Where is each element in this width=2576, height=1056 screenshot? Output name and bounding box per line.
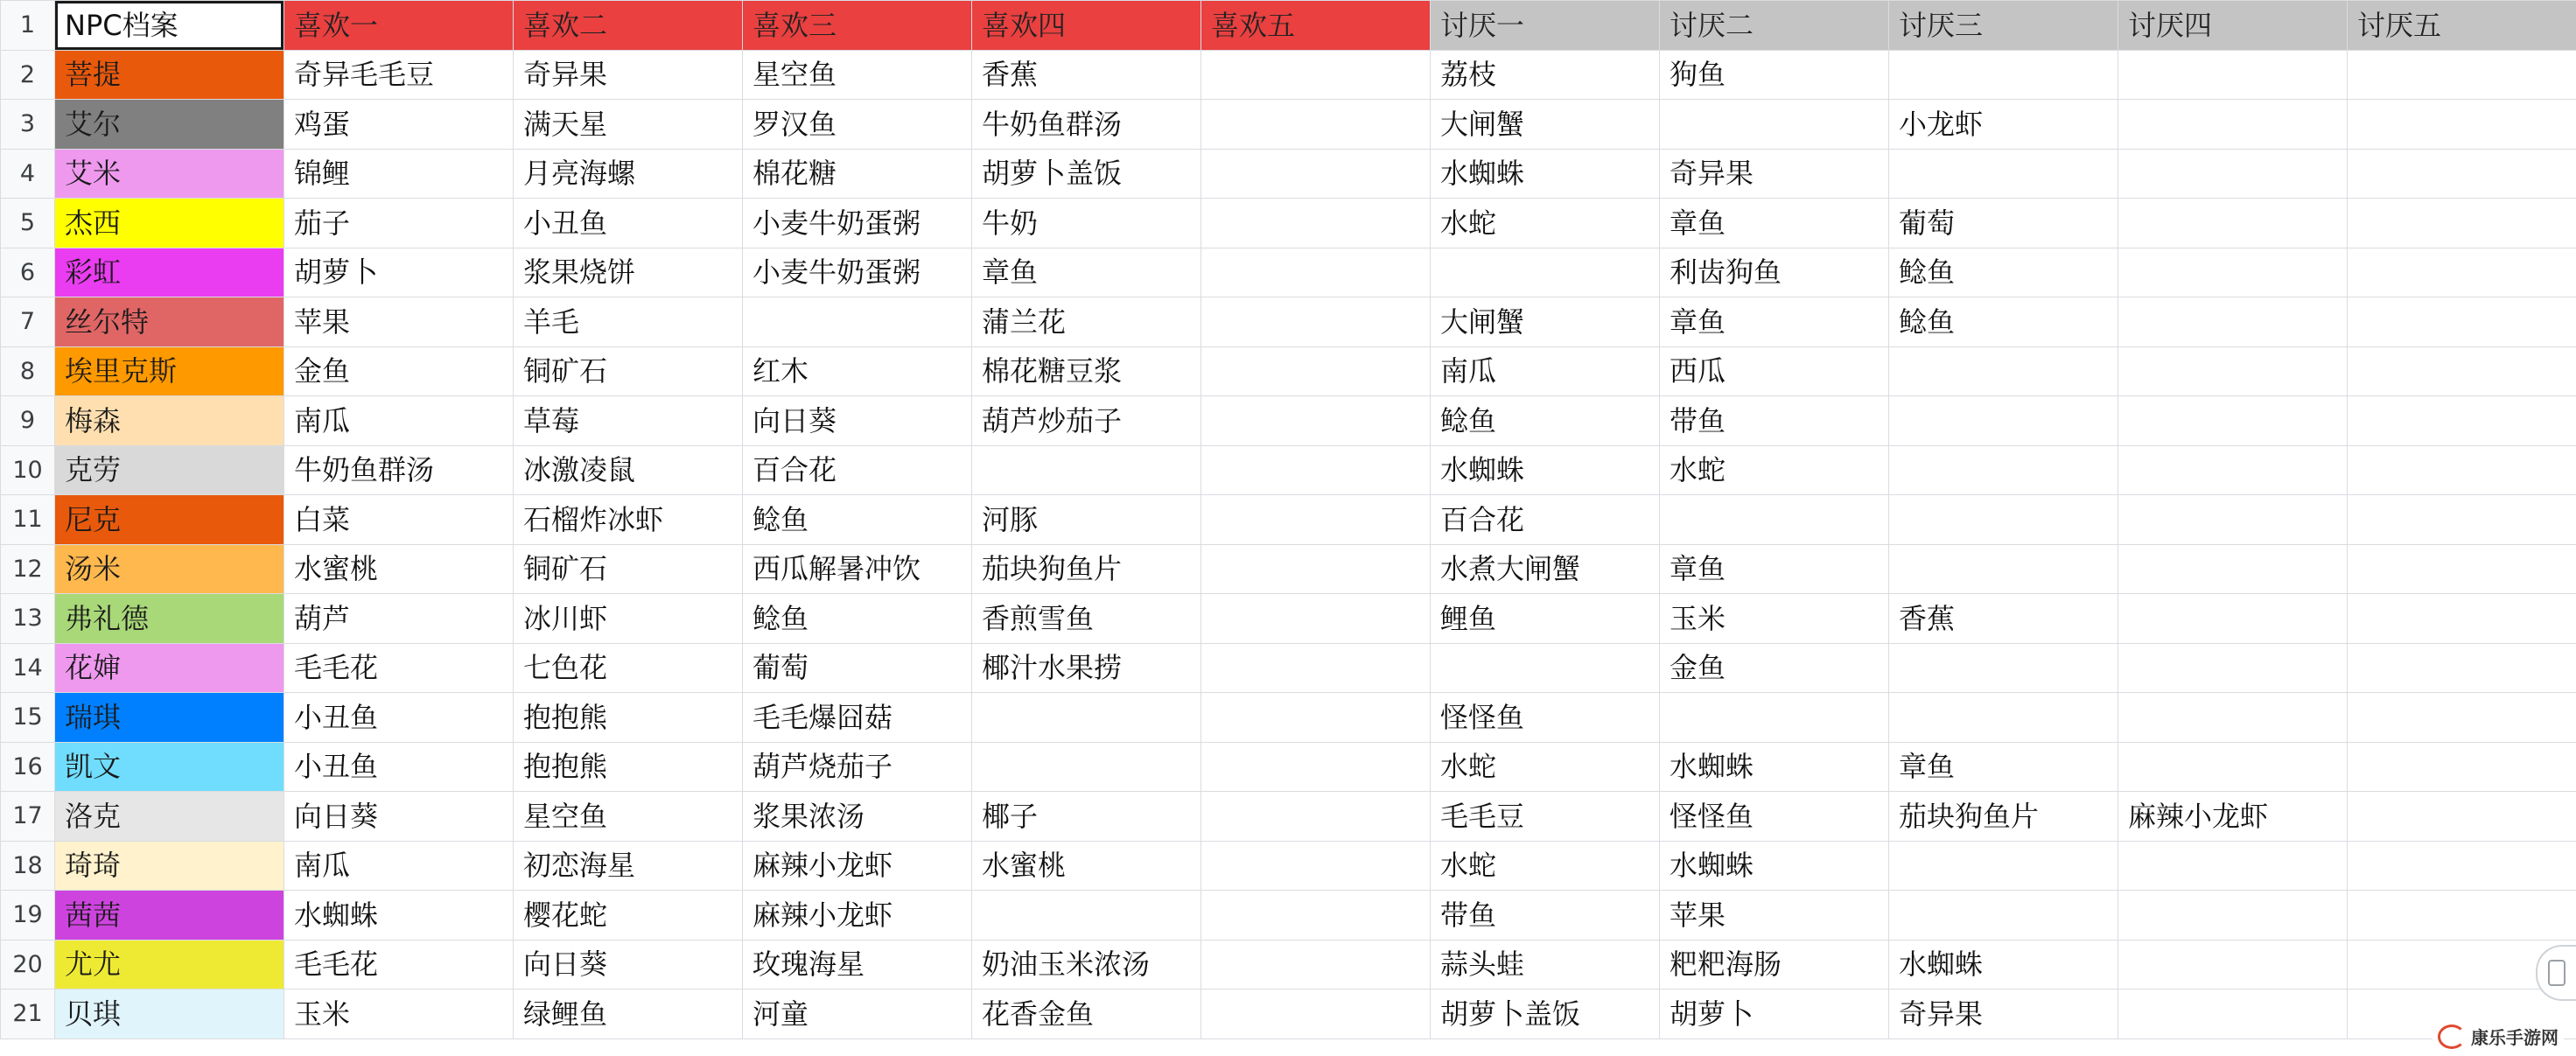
row-number[interactable]: 13 [1, 594, 55, 644]
dislike-cell[interactable]: 水煮大闸蟹 [1431, 544, 1660, 594]
like-cell[interactable]: 草莓 [514, 396, 743, 446]
dislike-cell[interactable]: 蒜头蛙 [1431, 940, 1660, 990]
header-row [1, 1, 2576, 51]
row-number[interactable]: 1 [1, 1, 55, 51]
table-row [1, 940, 2576, 990]
row-number[interactable]: 18 [1, 841, 55, 891]
npc-name-cell[interactable]: 菩提 [55, 50, 284, 100]
table-row [1, 100, 2576, 150]
dislike-cell[interactable] [2348, 396, 2576, 446]
table-row [1, 643, 2576, 693]
dislike-cell[interactable] [1889, 643, 2118, 693]
row-number[interactable]: 14 [1, 643, 55, 693]
like-cell[interactable]: 铜矿石 [514, 346, 743, 396]
npc-name-cell[interactable]: 丝尔特 [55, 297, 284, 347]
dislike-cell[interactable] [1660, 100, 1889, 150]
row-number[interactable]: 15 [1, 693, 55, 743]
like-cell[interactable] [1201, 199, 1431, 248]
dislike-cell[interactable] [1889, 346, 2118, 396]
like-cell[interactable]: 牛奶鱼群汤 [284, 445, 514, 495]
npc-name-cell[interactable]: 杰西 [55, 199, 284, 248]
like-cell[interactable]: 向日葵 [514, 940, 743, 990]
like-cell[interactable]: 麻辣小龙虾 [743, 891, 972, 941]
like-cell[interactable]: 香蕉 [972, 50, 1201, 100]
like-cell[interactable] [1201, 346, 1431, 396]
like-cell[interactable] [1201, 149, 1431, 199]
like-cell[interactable]: 罗汉鱼 [743, 100, 972, 150]
dislike-cell[interactable] [1889, 445, 2118, 495]
dislike-cell[interactable]: 章鱼 [1660, 199, 1889, 248]
dislike-cell[interactable] [2118, 990, 2348, 1039]
like-cell[interactable]: 毛毛花 [284, 940, 514, 990]
dislike-cell[interactable]: 鲤鱼 [1431, 594, 1660, 644]
table-row [1, 199, 2576, 248]
like-cell[interactable]: 红木 [743, 346, 972, 396]
dislike-cell[interactable] [2118, 297, 2348, 347]
row-number[interactable]: 10 [1, 445, 55, 495]
dislike-cell[interactable]: 小龙虾 [1889, 100, 2118, 150]
dislike-cell[interactable]: 玉米 [1660, 594, 1889, 644]
dislike-cell[interactable]: 利齿狗鱼 [1660, 248, 1889, 297]
like-cell[interactable]: 葫芦炒茄子 [972, 396, 1201, 446]
like-cell[interactable]: 牛奶鱼群汤 [972, 100, 1201, 150]
dislike-cell[interactable]: 水蜘蛛 [1660, 841, 1889, 891]
dislike-cell[interactable] [2348, 891, 2576, 941]
like-cell[interactable]: 初恋海星 [514, 841, 743, 891]
dislike-cell[interactable]: 西瓜 [1660, 346, 1889, 396]
npc-name-cell[interactable]: 克劳 [55, 445, 284, 495]
like-cell[interactable]: 毛毛爆囧菇 [743, 693, 972, 743]
npc-name-cell[interactable]: 凯文 [55, 742, 284, 792]
dislike-cell[interactable]: 大闸蟹 [1431, 100, 1660, 150]
like-cell[interactable]: 茄子 [284, 199, 514, 248]
dislike-cell[interactable] [2348, 495, 2576, 545]
dislike-cell[interactable]: 水蛇 [1660, 445, 1889, 495]
like-cell[interactable]: 锦鲤 [284, 149, 514, 199]
npc-name-cell[interactable]: 瑞琪 [55, 693, 284, 743]
dislike-cell[interactable] [2348, 693, 2576, 743]
like-cell[interactable]: 章鱼 [972, 248, 1201, 297]
dislike-cell[interactable]: 章鱼 [1889, 742, 2118, 792]
like-cell[interactable]: 绿鲤鱼 [514, 990, 743, 1039]
like-cell[interactable]: 小麦牛奶蛋粥 [743, 248, 972, 297]
like-cell[interactable]: 满天星 [514, 100, 743, 150]
dislike-cell[interactable]: 茄块狗鱼片 [1889, 792, 2118, 842]
like-cell[interactable]: 茄块狗鱼片 [972, 544, 1201, 594]
like-cell[interactable]: 苹果 [284, 297, 514, 347]
row-number[interactable]: 21 [1, 990, 55, 1039]
dislike-cell[interactable]: 怪怪鱼 [1660, 792, 1889, 842]
dislike-cell[interactable] [2348, 742, 2576, 792]
like-cell[interactable]: 鲶鱼 [743, 495, 972, 545]
dislike-cell[interactable] [2118, 594, 2348, 644]
watermark [2432, 1022, 2564, 1051]
like-cell[interactable]: 奇异毛毛豆 [284, 50, 514, 100]
row-number[interactable]: 3 [1, 100, 55, 150]
like-cell[interactable] [1201, 940, 1431, 990]
table-row [1, 248, 2576, 297]
like-cell[interactable]: 七色花 [514, 643, 743, 693]
header-cell-dislike-2[interactable]: 讨厌二 [1660, 1, 1889, 51]
like-cell[interactable]: 胡萝卜 [284, 248, 514, 297]
dislike-cell[interactable] [2118, 693, 2348, 743]
row-number[interactable]: 2 [1, 50, 55, 100]
like-cell[interactable]: 水蜜桃 [972, 841, 1201, 891]
dislike-cell[interactable] [1660, 495, 1889, 545]
table-row [1, 990, 2576, 1039]
dislike-cell[interactable]: 章鱼 [1660, 544, 1889, 594]
like-cell[interactable] [1201, 50, 1431, 100]
like-cell[interactable] [1201, 495, 1431, 545]
dislike-cell[interactable]: 水蜘蛛 [1660, 742, 1889, 792]
like-cell[interactable]: 水蜘蛛 [284, 891, 514, 941]
header-cell-dislike-5[interactable]: 讨厌五 [2348, 1, 2576, 51]
like-cell[interactable] [1201, 891, 1431, 941]
dislike-cell[interactable]: 荔枝 [1431, 50, 1660, 100]
row-number[interactable]: 7 [1, 297, 55, 347]
npc-name-cell[interactable]: 艾米 [55, 149, 284, 199]
like-cell[interactable]: 冰川虾 [514, 594, 743, 644]
like-cell[interactable]: 棉花糖 [743, 149, 972, 199]
like-cell[interactable]: 香煎雪鱼 [972, 594, 1201, 644]
like-cell[interactable] [1201, 544, 1431, 594]
like-cell[interactable]: 浆果浓汤 [743, 792, 972, 842]
like-cell[interactable]: 羊毛 [514, 297, 743, 347]
like-cell[interactable] [1201, 742, 1431, 792]
table-row [1, 594, 2576, 644]
dislike-cell[interactable] [2348, 199, 2576, 248]
dislike-cell[interactable]: 鲶鱼 [1431, 396, 1660, 446]
dislike-cell[interactable] [1431, 248, 1660, 297]
like-cell[interactable]: 水蜜桃 [284, 544, 514, 594]
dislike-cell[interactable] [1660, 693, 1889, 743]
like-cell[interactable]: 葫芦烧茄子 [743, 742, 972, 792]
row-number[interactable]: 11 [1, 495, 55, 545]
table-row [1, 742, 2576, 792]
like-cell[interactable]: 白菜 [284, 495, 514, 545]
like-cell[interactable]: 鸡蛋 [284, 100, 514, 150]
npc-name-cell[interactable]: 彩虹 [55, 248, 284, 297]
row-number[interactable]: 4 [1, 149, 55, 199]
table-row [1, 346, 2576, 396]
dislike-cell[interactable] [1889, 495, 2118, 545]
npc-name-cell[interactable]: 贝琪 [55, 990, 284, 1039]
like-cell[interactable]: 向日葵 [284, 792, 514, 842]
dislike-cell[interactable]: 葡萄 [1889, 199, 2118, 248]
header-cell-like-2[interactable]: 喜欢二 [514, 1, 743, 51]
like-cell[interactable]: 抱抱熊 [514, 742, 743, 792]
like-cell[interactable] [1201, 792, 1431, 842]
like-cell[interactable] [1201, 990, 1431, 1039]
dislike-cell[interactable]: 水蛇 [1431, 841, 1660, 891]
like-cell[interactable] [743, 297, 972, 347]
like-cell[interactable]: 蒲兰花 [972, 297, 1201, 347]
like-cell[interactable]: 玉米 [284, 990, 514, 1039]
like-cell[interactable]: 葫芦 [284, 594, 514, 644]
dislike-cell[interactable] [2348, 248, 2576, 297]
dislike-cell[interactable]: 章鱼 [1660, 297, 1889, 347]
npc-name-cell[interactable]: 尼克 [55, 495, 284, 545]
dislike-cell[interactable] [2118, 742, 2348, 792]
npc-name-cell[interactable]: 洛克 [55, 792, 284, 842]
dislike-cell[interactable] [2348, 100, 2576, 150]
npc-name-cell[interactable]: 花婶 [55, 643, 284, 693]
dislike-cell[interactable] [2118, 940, 2348, 990]
like-cell[interactable]: 金鱼 [284, 346, 514, 396]
header-cell-like-1[interactable]: 喜欢一 [284, 1, 514, 51]
dislike-cell[interactable] [2348, 643, 2576, 693]
like-cell[interactable]: 浆果烧饼 [514, 248, 743, 297]
table-row [1, 495, 2576, 545]
like-cell[interactable] [1201, 693, 1431, 743]
dislike-cell[interactable] [1889, 544, 2118, 594]
like-cell[interactable] [972, 693, 1201, 743]
table-row [1, 297, 2576, 347]
dislike-cell[interactable]: 水蜘蛛 [1889, 940, 2118, 990]
watermark-text: 康乐手游网 [2471, 1027, 2558, 1048]
table-row [1, 792, 2576, 842]
like-cell[interactable]: 椰汁水果捞 [972, 643, 1201, 693]
dislike-cell[interactable]: 水蜘蛛 [1431, 445, 1660, 495]
npc-name-cell[interactable]: 艾尔 [55, 100, 284, 150]
like-cell[interactable]: 抱抱熊 [514, 693, 743, 743]
like-cell[interactable]: 椰子 [972, 792, 1201, 842]
dislike-cell[interactable] [1889, 891, 2118, 941]
row-number[interactable]: 8 [1, 346, 55, 396]
dislike-cell[interactable] [2348, 149, 2576, 199]
dislike-cell[interactable]: 鲶鱼 [1889, 248, 2118, 297]
row-number[interactable]: 6 [1, 248, 55, 297]
dislike-cell[interactable]: 粑粑海肠 [1660, 940, 1889, 990]
like-cell[interactable] [1201, 445, 1431, 495]
like-cell[interactable] [1201, 396, 1431, 446]
dislike-cell[interactable]: 百合花 [1431, 495, 1660, 545]
dislike-cell[interactable]: 鲶鱼 [1889, 297, 2118, 347]
dislike-cell[interactable] [2348, 346, 2576, 396]
dislike-cell[interactable]: 大闸蟹 [1431, 297, 1660, 347]
like-cell[interactable]: 月亮海螺 [514, 149, 743, 199]
like-cell[interactable]: 毛毛花 [284, 643, 514, 693]
row-number[interactable]: 19 [1, 891, 55, 941]
dislike-cell[interactable]: 胡萝卜盖饭 [1431, 990, 1660, 1039]
table-row [1, 445, 2576, 495]
dislike-cell[interactable] [2118, 495, 2348, 545]
like-cell[interactable]: 铜矿石 [514, 544, 743, 594]
header-cell-dislike-4[interactable]: 讨厌四 [2118, 1, 2348, 51]
like-cell[interactable]: 麻辣小龙虾 [743, 841, 972, 891]
npc-name-cell[interactable]: 尤尤 [55, 940, 284, 990]
npc-name-cell[interactable]: 梅森 [55, 396, 284, 446]
like-cell[interactable] [972, 742, 1201, 792]
dislike-cell[interactable]: 奇异果 [1889, 990, 2118, 1039]
table-row [1, 841, 2576, 891]
dislike-cell[interactable] [2348, 792, 2576, 842]
dislike-cell[interactable]: 水蛇 [1431, 742, 1660, 792]
npc-name-cell[interactable]: 弗礼德 [55, 594, 284, 644]
dislike-cell[interactable]: 怪怪鱼 [1431, 693, 1660, 743]
like-cell[interactable]: 星空鱼 [743, 50, 972, 100]
dislike-cell[interactable]: 毛毛豆 [1431, 792, 1660, 842]
dislike-cell[interactable]: 香蕉 [1889, 594, 2118, 644]
dislike-cell[interactable] [2118, 891, 2348, 941]
dislike-cell[interactable] [2118, 346, 2348, 396]
like-cell[interactable]: 花香金鱼 [972, 990, 1201, 1039]
row-number[interactable]: 12 [1, 544, 55, 594]
table-row [1, 396, 2576, 446]
like-cell[interactable] [1201, 594, 1431, 644]
row-number[interactable]: 5 [1, 199, 55, 248]
like-cell[interactable]: 南瓜 [284, 841, 514, 891]
dislike-cell[interactable] [2118, 396, 2348, 446]
dislike-cell[interactable] [1889, 693, 2118, 743]
dislike-cell[interactable] [1889, 50, 2118, 100]
like-cell[interactable]: 小丑鱼 [284, 693, 514, 743]
like-cell[interactable]: 百合花 [743, 445, 972, 495]
like-cell[interactable] [1201, 841, 1431, 891]
like-cell[interactable] [1201, 248, 1431, 297]
like-cell[interactable]: 棉花糖豆浆 [972, 346, 1201, 396]
header-cell-like-4[interactable]: 喜欢四 [972, 1, 1201, 51]
table-row [1, 149, 2576, 199]
like-cell[interactable]: 冰激凌鼠 [514, 445, 743, 495]
dislike-cell[interactable]: 胡萝卜 [1660, 990, 1889, 1039]
dislike-cell[interactable] [2118, 841, 2348, 891]
dislike-cell[interactable] [2118, 50, 2348, 100]
header-cell-npc[interactable]: NPC档案 [55, 1, 284, 51]
like-cell[interactable]: 小丑鱼 [284, 742, 514, 792]
like-cell[interactable]: 小丑鱼 [514, 199, 743, 248]
dislike-cell[interactable] [1889, 396, 2118, 446]
table-row [1, 50, 2576, 100]
npc-name-cell[interactable]: 琦琦 [55, 841, 284, 891]
dislike-cell[interactable] [1431, 643, 1660, 693]
like-cell[interactable]: 奶油玉米浓汤 [972, 940, 1201, 990]
dislike-cell[interactable] [2348, 50, 2576, 100]
header-cell-like-5[interactable]: 喜欢五 [1201, 1, 1431, 51]
dislike-cell[interactable]: 麻辣小龙虾 [2118, 792, 2348, 842]
like-cell[interactable] [972, 445, 1201, 495]
like-cell[interactable]: 向日葵 [743, 396, 972, 446]
row-number[interactable]: 16 [1, 742, 55, 792]
like-cell[interactable]: 星空鱼 [514, 792, 743, 842]
dislike-cell[interactable]: 狗鱼 [1660, 50, 1889, 100]
like-cell[interactable] [972, 891, 1201, 941]
npc-name-cell[interactable]: 埃里克斯 [55, 346, 284, 396]
table-row [1, 544, 2576, 594]
dislike-cell[interactable] [2348, 445, 2576, 495]
header-cell-dislike-3[interactable]: 讨厌三 [1889, 1, 2118, 51]
npc-name-cell[interactable]: 汤米 [55, 544, 284, 594]
dislike-cell[interactable]: 苹果 [1660, 891, 1889, 941]
dislike-cell[interactable] [1889, 149, 2118, 199]
like-cell[interactable] [1201, 643, 1431, 693]
dislike-cell[interactable] [2118, 445, 2348, 495]
dislike-cell[interactable]: 带鱼 [1660, 396, 1889, 446]
table-row [1, 693, 2576, 743]
dislike-cell[interactable]: 水蛇 [1431, 199, 1660, 248]
dislike-cell[interactable] [2118, 643, 2348, 693]
dislike-cell[interactable] [2118, 100, 2348, 150]
dislike-cell[interactable]: 奇异果 [1660, 149, 1889, 199]
like-cell[interactable]: 鲶鱼 [743, 594, 972, 644]
dislike-cell[interactable] [2118, 199, 2348, 248]
like-cell[interactable]: 牛奶 [972, 199, 1201, 248]
like-cell[interactable]: 南瓜 [284, 396, 514, 446]
table-row [1, 891, 2576, 941]
like-cell[interactable]: 小麦牛奶蛋粥 [743, 199, 972, 248]
dislike-cell[interactable] [2118, 544, 2348, 594]
dislike-cell[interactable] [2348, 841, 2576, 891]
dislike-cell[interactable]: 金鱼 [1660, 643, 1889, 693]
dislike-cell[interactable] [1889, 841, 2118, 891]
dislike-cell[interactable] [2348, 297, 2576, 347]
row-number[interactable]: 17 [1, 792, 55, 842]
npc-name-cell[interactable]: 茜茜 [55, 891, 284, 941]
dislike-cell[interactable]: 南瓜 [1431, 346, 1660, 396]
like-cell[interactable]: 奇异果 [514, 50, 743, 100]
row-number[interactable]: 9 [1, 396, 55, 446]
like-cell[interactable]: 西瓜解暑冲饮 [743, 544, 972, 594]
dislike-cell[interactable]: 带鱼 [1431, 891, 1660, 941]
dislike-cell[interactable] [2348, 594, 2576, 644]
like-cell[interactable]: 石榴炸冰虾 [514, 495, 743, 545]
header-cell-dislike-1[interactable]: 讨厌一 [1431, 1, 1660, 51]
like-cell[interactable]: 葡萄 [743, 643, 972, 693]
like-cell[interactable]: 樱花蛇 [514, 891, 743, 941]
like-cell[interactable] [1201, 100, 1431, 150]
like-cell[interactable] [1201, 297, 1431, 347]
like-cell[interactable]: 玫瑰海星 [743, 940, 972, 990]
dislike-cell[interactable]: 水蜘蛛 [1431, 149, 1660, 199]
dislike-cell[interactable] [2348, 544, 2576, 594]
row-number[interactable]: 20 [1, 940, 55, 990]
like-cell[interactable]: 河豚 [972, 495, 1201, 545]
dislike-cell[interactable] [2118, 248, 2348, 297]
dislike-cell[interactable] [2118, 149, 2348, 199]
like-cell[interactable]: 河童 [743, 990, 972, 1039]
like-cell[interactable]: 胡萝卜盖饭 [972, 149, 1201, 199]
header-cell-like-3[interactable]: 喜欢三 [743, 1, 972, 51]
watermark-logo-icon [2438, 1025, 2466, 1049]
